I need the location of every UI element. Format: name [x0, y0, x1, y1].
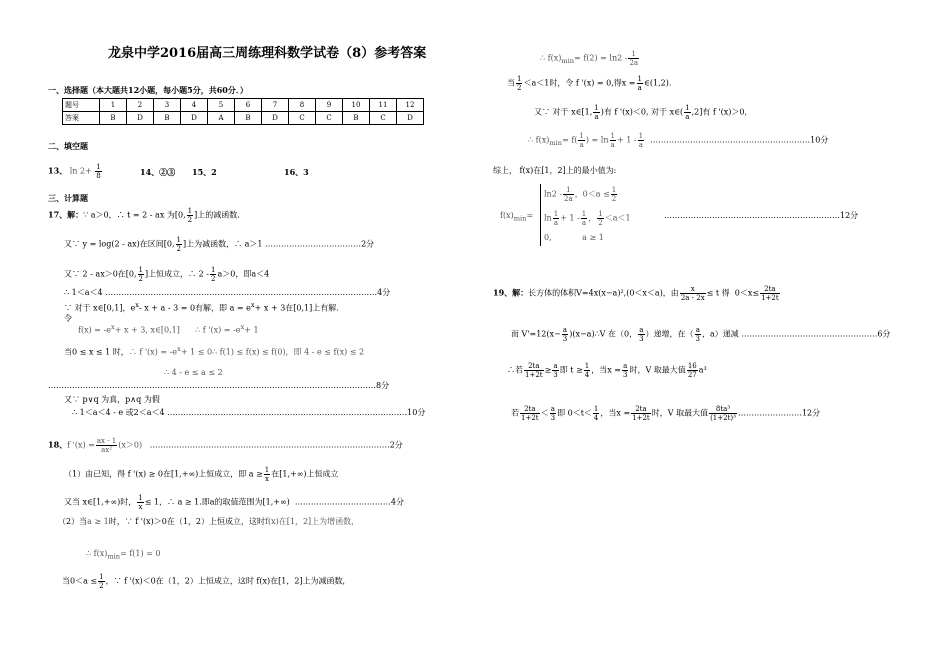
- denominator: 3: [553, 371, 558, 379]
- denominator: 2: [176, 245, 181, 253]
- number-row-label: 题号: [63, 99, 100, 112]
- text: 时，V 取最大值: [629, 365, 686, 375]
- text: （1）由已知，得 f '(x) ≥ 0在[1,+∞)上恒成立，即 a ≥: [64, 469, 263, 479]
- q17-line-1: [48, 207, 240, 224]
- text: (x＞0): [118, 440, 143, 450]
- fraction: [553, 210, 559, 227]
- text: a³: [698, 365, 707, 375]
- denominator: x: [265, 475, 269, 483]
- numerator: 8ta³: [709, 405, 737, 414]
- q18-line-1: [48, 437, 403, 454]
- subscript: min: [561, 57, 575, 66]
- text: ，∵ f '(x)＜0在（1，2）上恒成立，这时 f(x)在[1，2]上为减函数,: [105, 576, 346, 586]
- answer-cell: D: [181, 112, 208, 125]
- score: 10分: [407, 408, 426, 417]
- number-cell: 2: [127, 99, 154, 112]
- text: ln2 -: [544, 189, 563, 199]
- text: = f(2) = ln2 -: [574, 53, 628, 63]
- dot-leader: ………………………………………………………………………………: [142, 440, 390, 450]
- denominator: 2: [99, 582, 104, 590]
- numerator: 1: [593, 405, 599, 413]
- fraction: [597, 210, 603, 227]
- denominator: 4: [584, 371, 590, 379]
- text: ]上为减函数，∴ a＞1: [182, 239, 263, 249]
- denominator: 2a - 2x: [680, 294, 705, 302]
- denominator: 2: [138, 275, 144, 283]
- text: + 1 -: [616, 135, 637, 145]
- q19-line-4: [511, 405, 820, 422]
- numerator: 1: [584, 362, 590, 370]
- answer-cell: B: [100, 112, 127, 125]
- numerator: x: [680, 285, 706, 294]
- piecewise-case-3: [544, 232, 604, 243]
- denominator: a: [553, 219, 559, 227]
- score: 10分: [810, 135, 829, 145]
- text: ，: [588, 213, 597, 223]
- denominator: 1+2t: [521, 414, 539, 422]
- numerator: ax - 1: [96, 437, 117, 445]
- q13-label: 13、: [48, 165, 68, 176]
- denominator: x: [138, 503, 143, 511]
- text: 当0 ≤ x ≤ 1 时，: [64, 347, 129, 357]
- text: ＜a＜1时，令 f '(x) = 0,得x =: [523, 78, 636, 88]
- text: =: [526, 211, 534, 220]
- numerator: 1: [598, 210, 603, 218]
- answer-14: 14、②③: [140, 167, 176, 177]
- q17-line-9: ∴ 4 - e ≤ a ≤ 2: [164, 368, 223, 377]
- number-cell: 3: [154, 99, 181, 112]
- text: f(x)在[1，2]上为增函数，: [265, 517, 360, 526]
- numerator: 1: [628, 50, 639, 59]
- text: 在[1,+∞)上恒成立: [271, 469, 339, 479]
- text: 当0＜a ≤: [62, 576, 98, 586]
- q18-label: 18、: [48, 439, 68, 450]
- denominator: 1+2t: [632, 414, 650, 422]
- text: ∴ f(x): [86, 549, 108, 558]
- q18-line-4: [58, 516, 359, 527]
- fraction: [563, 186, 574, 203]
- text: f(x): [500, 211, 514, 220]
- right-line-3: [534, 104, 747, 121]
- number-cell: 4: [181, 99, 208, 112]
- text: ＜: [540, 408, 549, 418]
- text: ≤ t 得: [706, 288, 730, 298]
- q17-label: 17、解：: [48, 209, 84, 220]
- denominator: a: [685, 113, 690, 121]
- text: ∴ f(x): [540, 53, 562, 63]
- answer-row-label: 答案: [63, 112, 100, 125]
- numerator: 1: [264, 466, 270, 474]
- score: 2分: [389, 440, 403, 450]
- denominator: 3: [550, 414, 556, 422]
- fraction: [578, 132, 584, 149]
- text: （2）当: [58, 517, 88, 526]
- text: a ≥ 1: [87, 517, 109, 526]
- answer-cell: D: [262, 112, 289, 125]
- right-line-5: 综上， f(x)在[1，2]上的最小值为:: [493, 166, 617, 175]
- piecewise-score: [664, 210, 858, 221]
- denominator: 2: [598, 219, 603, 227]
- numerator: 1: [211, 266, 216, 274]
- denominator: 4: [593, 414, 599, 422]
- q17-line-11: 又∵ p∨q 为真，p∧q 为假: [64, 395, 160, 404]
- denominator: 2a: [629, 59, 639, 67]
- text: ∵ 对于 x∈[0,1]，e: [64, 303, 136, 313]
- text: a＞0，即a＜4: [217, 269, 270, 279]
- text: ，当x =: [591, 365, 622, 375]
- denominator: 3: [623, 371, 628, 379]
- text: 时，V 取最大值: [651, 408, 709, 418]
- denominator: 2a: [564, 195, 573, 203]
- text: ]上恒成立，∴ 2 -: [145, 269, 210, 279]
- numerator: 1: [594, 104, 599, 112]
- q19-label: 19、解：: [493, 287, 529, 298]
- q19-line-2: [511, 326, 890, 343]
- numerator: 1: [685, 104, 690, 112]
- numerator: a: [553, 362, 558, 370]
- q17-line-6: 令: [64, 314, 72, 323]
- numerator: 1: [176, 236, 181, 244]
- text: f(x) = -e: [78, 325, 111, 335]
- fraction: [137, 494, 143, 511]
- fraction: [210, 266, 216, 283]
- text: ∈(1,2).: [643, 78, 672, 88]
- number-cell: 11: [370, 99, 397, 112]
- numerator: a: [550, 405, 555, 413]
- q19-line-1: [493, 285, 781, 302]
- q19-line-3: [507, 362, 707, 379]
- denominator: 1+2t: [761, 294, 779, 302]
- text: 又∵ 2 - ax＞0在[0,: [64, 269, 137, 279]
- answer-cell: B: [235, 112, 262, 125]
- numerator: 1: [553, 210, 559, 218]
- answer-13: [48, 163, 103, 180]
- fraction: [684, 104, 690, 121]
- section-choice-heading: 一、选择题（本大题共12小题，每小题5分，共60分．）: [48, 85, 248, 95]
- fraction: [611, 186, 617, 203]
- text: + 1 ≤ 0∴ f(1) ≤ f(x) ≤ f(0): [180, 347, 286, 357]
- text: ) = ln: [585, 135, 609, 145]
- text: ，即 4 - e ≤ f(x) ≤ 2: [285, 347, 365, 357]
- numerator: 1: [138, 494, 143, 502]
- text: ∵ f '(x)＞0在（1，2）上恒成立，这时: [124, 517, 266, 526]
- text: 时，: [108, 517, 125, 526]
- right-line-2: [507, 75, 671, 92]
- q17-line-8: 当0 ≤ x ≤ 1 时，∴ f '$(x) = -e^x+ 1$ ≤ 0∴ f(1) ≤ f(x) ≤ f(0)，即 4 - e ≤ f(x) ≤ 2: [64, 345, 365, 357]
- text: 0,: [544, 233, 552, 242]
- fraction: [695, 326, 701, 343]
- answer-cell: D: [397, 112, 424, 125]
- numerator: 2ta: [631, 405, 651, 414]
- numerator: 16: [687, 362, 697, 370]
- page-title: 龙泉中学2016届高三周练理科数学试卷（8）参考答案: [108, 46, 427, 61]
- denominator: 2: [211, 275, 216, 283]
- text: 又∵ 对于 x∈[1,: [534, 107, 593, 117]
- text: ，0＜a ≤: [574, 189, 610, 199]
- piecewise-case-1: [544, 186, 618, 203]
- text: )有 f '(x)＜0, 对于 x∈(: [600, 107, 684, 117]
- numerator: 1: [187, 207, 193, 215]
- numerator: 1: [517, 75, 522, 83]
- answer-16: 16、3: [284, 167, 309, 177]
- denominator: 3: [639, 335, 644, 343]
- numerator: 1: [581, 210, 587, 218]
- dot-leader: ………………………………: [289, 497, 391, 507]
- text: ∴ 1＜a＜4 - e 或2＜a＜4: [72, 408, 165, 417]
- q17-line-3: [64, 266, 269, 283]
- text: + x + 3, x∈[0,1]: [114, 325, 180, 335]
- dot-leader: ……………………: [737, 408, 802, 418]
- q17-line-10: [48, 380, 389, 391]
- text: ln: [544, 213, 552, 223]
- number-cell: 12: [397, 99, 424, 112]
- fraction: [96, 437, 117, 454]
- text: + 1: [244, 325, 259, 335]
- text: ∴ 1＜a＜4: [64, 288, 103, 297]
- text: 即 0＜t＜: [557, 408, 592, 418]
- dot-leader: …………………………………………………………: [664, 211, 840, 220]
- fraction: [593, 405, 599, 422]
- answer-table-number-row: [63, 99, 424, 112]
- answer-cell: A: [208, 112, 235, 125]
- piecewise-case-2: [544, 210, 631, 227]
- denominator: 2: [187, 216, 193, 224]
- text: + x + 3在[0,1]上有解.: [254, 303, 339, 313]
- number-cell: 6: [235, 99, 262, 112]
- answer-cell: D: [127, 112, 154, 125]
- text: 又∵ y = log: [64, 239, 112, 249]
- dot-leader: ………………………………: [262, 239, 362, 249]
- section-calc-heading: 三、计算题: [48, 193, 88, 203]
- numerator: 1: [610, 132, 615, 140]
- piecewise-label: [500, 210, 533, 225]
- answer-table: [62, 98, 424, 125]
- score: 2分: [361, 239, 375, 249]
- text: ∴ f '(x) = -e: [195, 325, 241, 335]
- text: ，a）递减: [702, 329, 739, 339]
- fraction: [138, 266, 144, 283]
- subscript: min: [513, 214, 527, 223]
- denominator: a: [637, 84, 642, 92]
- answer-cell: B: [343, 112, 370, 125]
- numerator: 1: [637, 75, 642, 83]
- q17-line-12: [72, 407, 425, 418]
- text: 长方体的体积V=4x(x−a)²,(0＜x＜a)，由: [528, 288, 679, 298]
- text: )(x−a)∴V 在（0，: [569, 329, 638, 339]
- score: 12分: [801, 408, 821, 418]
- fraction: [680, 285, 706, 302]
- score: 4分: [390, 497, 404, 507]
- answer-table-answer-row: [63, 112, 424, 125]
- section-fill-heading: 二、填空题: [48, 141, 88, 151]
- text: ,2]有 f '(x)＞0,: [691, 107, 748, 117]
- number-cell: 8: [289, 99, 316, 112]
- text: 当: [507, 78, 515, 88]
- numerator: 2ta: [524, 362, 544, 371]
- fraction: [524, 362, 544, 379]
- text: f '(x) =: [67, 440, 95, 450]
- text: ]上的减函数.: [194, 210, 240, 220]
- fraction: [760, 285, 780, 302]
- text: (2 - ax)在区间[0,: [111, 239, 175, 249]
- q18-line-6: [62, 573, 345, 590]
- denominator: 8: [96, 172, 101, 180]
- numerator: 1: [563, 186, 574, 195]
- denominator: 3: [562, 335, 568, 343]
- q13-fraction: [95, 163, 101, 180]
- fraction: [581, 210, 587, 227]
- q18-line-5: [86, 548, 161, 563]
- fraction: [638, 132, 644, 149]
- fraction: [637, 75, 643, 92]
- numerator: 1: [99, 573, 104, 581]
- fraction: [687, 362, 698, 379]
- denominator: 27: [687, 371, 697, 379]
- fraction: [550, 405, 556, 422]
- text: = f(1) = 0: [120, 549, 161, 558]
- score: 6分: [877, 329, 891, 339]
- q13-text: ln 2+: [69, 166, 92, 176]
- numerator: 1: [638, 132, 644, 140]
- numerator: 1: [579, 132, 584, 140]
- fraction: [264, 466, 270, 483]
- answer-cell: C: [316, 112, 343, 125]
- q17-line-5: ∵ 对于 x∈[0,1]，$e^x-$ x + a - 3 = 0有解，即 $a = e^x+ x + 3$在[0,1]上有解.: [64, 301, 339, 313]
- denominator: a: [579, 141, 584, 149]
- fraction: [562, 326, 568, 343]
- numerator: 1: [138, 266, 144, 274]
- denominator: a: [610, 141, 615, 149]
- denominator: 3: [695, 335, 701, 343]
- text: 若: [511, 408, 519, 418]
- text: ≤ 1，∴ a ≥ 1.即a的取值范围为[1,+∞): [144, 497, 290, 507]
- text: ∴ f '(x) = -e: [128, 347, 178, 357]
- answer-cell: B: [154, 112, 181, 125]
- q17-line-4: [64, 287, 390, 298]
- right-line-4: [528, 132, 828, 149]
- denominator: a: [581, 219, 587, 227]
- fraction: [516, 75, 522, 92]
- text: 即 t ≥: [559, 365, 583, 375]
- answer-cell: C: [289, 112, 316, 125]
- q17-line-7: $f(x) = -e^x+ x + 3$, x∈[0,1] ∴ f '$(x) = -e^x+ 1$: [78, 323, 259, 335]
- fraction: [622, 362, 628, 379]
- subscript: min: [107, 552, 121, 561]
- right-line-1: [540, 50, 640, 67]
- fraction: [628, 50, 639, 67]
- number-cell: 1: [100, 99, 127, 112]
- fraction: [631, 405, 651, 422]
- text: ∵ a＞0，∴ t = 2 - ax 为[0,: [83, 210, 186, 220]
- fraction: [187, 207, 193, 224]
- dot-leader: ……………………………………………………: [645, 135, 811, 145]
- denominator: 2: [611, 195, 617, 203]
- answer-cell: C: [370, 112, 397, 125]
- dot-leader: ……………………………………………………………………………………………………………: [48, 381, 376, 390]
- denominator: a: [638, 141, 643, 149]
- q18-line-3: [64, 494, 404, 511]
- text: 而 V'=12(x−: [511, 329, 561, 339]
- denominator: 1+2t: [525, 371, 543, 379]
- numerator: 1: [611, 186, 617, 194]
- fraction: [610, 132, 616, 149]
- score: 4分: [377, 288, 391, 297]
- q18-line-2: [64, 466, 339, 483]
- text: ，当x =: [600, 408, 631, 418]
- text: ∴ f(x): [528, 135, 550, 145]
- q17-line-2: [64, 236, 374, 253]
- dot-leader: ………………………………………………………………………………: [164, 408, 408, 417]
- text: + 1 -: [560, 213, 580, 223]
- fraction: [520, 405, 540, 422]
- fraction: [593, 104, 599, 121]
- numerator: a: [562, 326, 568, 334]
- fraction: [638, 326, 644, 343]
- score: 12分: [840, 211, 859, 220]
- denominator: (1+2t)³: [710, 414, 736, 422]
- text: ＜a＜1: [604, 213, 631, 223]
- fraction: [552, 362, 558, 379]
- text: = f(: [562, 135, 578, 145]
- denominator: ax²: [101, 446, 112, 454]
- text: - x + a - 3 = 0有解，即 a = e: [138, 303, 251, 313]
- number-cell: 10: [343, 99, 370, 112]
- text: a ≥ 1: [582, 233, 604, 242]
- numerator: a: [639, 326, 644, 334]
- answer-15: 15、2: [192, 167, 217, 177]
- text: ）递增，在（: [645, 329, 694, 339]
- text: ≥: [544, 365, 552, 375]
- numerator: a: [623, 362, 628, 370]
- score: 8分: [376, 381, 390, 390]
- numerator: 2ta: [760, 285, 780, 294]
- numerator: a: [695, 326, 700, 334]
- number-cell: 5: [208, 99, 235, 112]
- fraction: [709, 405, 737, 422]
- fraction: [584, 362, 590, 379]
- text: 又当 x∈[1,+∞)时，: [64, 497, 137, 507]
- number-cell: 7: [262, 99, 289, 112]
- dot-leader: ……………………………………………: [738, 329, 878, 339]
- denominator: 2: [517, 84, 522, 92]
- denominator: a: [594, 113, 599, 121]
- numerator: 1: [96, 163, 101, 171]
- dot-leader: …………………………………………………………………………………………: [102, 288, 378, 297]
- text: ∴若: [507, 365, 523, 375]
- text: 0＜x≤: [734, 288, 760, 298]
- subscript: min: [549, 139, 563, 148]
- number-cell: 9: [316, 99, 343, 112]
- fraction: [98, 573, 104, 590]
- numerator: 2ta: [520, 405, 540, 414]
- fraction: [176, 236, 182, 253]
